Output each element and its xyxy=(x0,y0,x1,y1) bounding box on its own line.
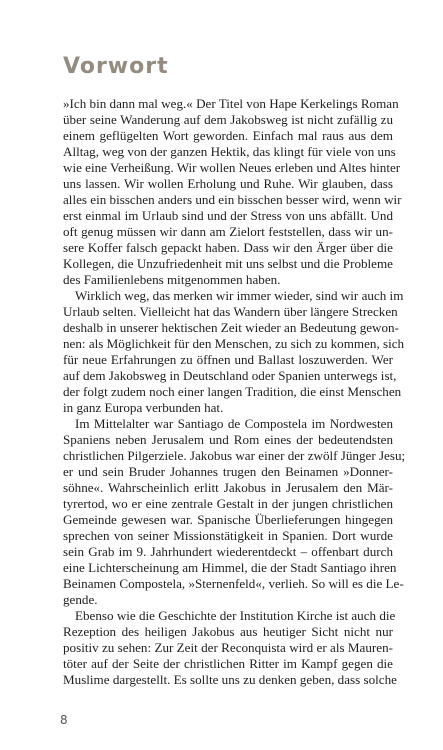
text-line: Spaniens neben Jerusalem und Rom eines der bedeutendsten xyxy=(63,432,393,447)
text-line: auf dem Jakobsweg in Deutschland oder Spanien unterwegs ist, xyxy=(63,368,397,383)
text-line: in ganz Europa verbunden hat. xyxy=(63,400,224,415)
text-line: deshalb in unserer hektischen Zeit wieder an Bedeutung gewon- xyxy=(63,320,399,335)
text-line: Wirklich weg, das merken wir immer wieder, sind wir auch im xyxy=(75,288,404,303)
text-line: Urlaub selten. Vielleicht hat das Wandern über längere Strecken xyxy=(63,304,398,319)
text-line: Gemeinde gewesen war. Spanische Überlieferungen hingegen xyxy=(63,512,393,527)
page-number: 8 xyxy=(60,713,68,727)
text-line: erst einmal im Urlaub sind und der Stress von uns abfällt. Und xyxy=(63,208,393,223)
text-line: eine Lichterscheinung am Himmel, die der Stadt Santiago ihren xyxy=(63,560,397,575)
text-line: alles ein bisschen anders und ein bisschen besser wird, wenn wir xyxy=(63,192,402,207)
text-line: Rezeption des heiligen Jakobus aus heutiger Sicht nicht nur xyxy=(63,624,393,639)
paragraph xyxy=(63,288,405,416)
text-line: des Familienlebens mitgenommen haben. xyxy=(63,272,281,287)
text-line: sein Grab im 9. Jahrhundert wiederentdeckt – offenbart durch xyxy=(63,544,393,559)
body-text xyxy=(63,96,406,688)
text-line: Beinamen Compostela, »Sternenfeld«, verlieh. So will es die Le- xyxy=(63,576,404,591)
text-line: töter auf der Seite der christlichen Ritter im Kampf gegen die xyxy=(63,656,393,671)
text-line: sprechen von seiner Missionstätigkeit in Spanien. Dort wurde xyxy=(63,528,393,543)
text-line: oft genug müssen wir dann am Zielort feststellen, dass wir un- xyxy=(63,224,393,239)
text-line: sere Koffer falsch gepackt haben. Dass wir den Ärger über die xyxy=(63,240,393,255)
text-line: uns lassen. Wir wollen Erholung und Ruhe. Wir glauben, dass xyxy=(63,176,393,191)
text-line: söhne«. Wahrscheinlich erlitt Jakobus in Jerusalem den Mär- xyxy=(63,480,393,495)
text-line: Im Mittelalter war Santiago de Compostela im Nordwesten xyxy=(75,416,393,431)
text-line: christlichen Pilgerziele. Jakobus war einer der zwölf Jünger Jesu; xyxy=(63,448,406,463)
paragraph xyxy=(63,96,402,288)
text-line: für neue Erfahrungen zu öffnen und Ballast loszuwerden. Wer xyxy=(63,352,393,367)
text-line: der folgt zudem noch einer langen Tradition, die einst Menschen xyxy=(63,384,402,399)
text-line: wie eine Verheißung. Wir wollen Neues erleben und Altes hinter xyxy=(63,160,401,175)
text-line: Muslime dargestellt. Es sollte uns zu denken geben, dass solche xyxy=(63,672,397,687)
text-line: einem geflügelten Wort geworden. Einfach mal raus aus dem xyxy=(63,128,393,143)
paragraph xyxy=(63,416,406,608)
text-line: nen: als Möglichkeit für den Menschen, zu sich zu kommen, sich xyxy=(63,336,405,351)
text-line: tyrertod, wo er eine zentrale Gestalt in der jungen christlichen xyxy=(63,496,393,511)
text-line: er und sein Bruder Johannes trugen den Beinamen »Donner- xyxy=(63,464,393,479)
text-line: gende. xyxy=(63,592,98,607)
paragraph xyxy=(63,608,397,688)
text-line: positiv zu sehen: Zur Zeit der Reconquista wird er als Mauren- xyxy=(63,640,393,655)
text-line: »Ich bin dann mal weg.« Der Titel von Hape Kerkelings Roman xyxy=(63,96,399,111)
text-line: Kollegen, die Unzufriedenheit mit uns selbst und die Probleme xyxy=(63,256,393,271)
text-line: Ebenso wie die Geschichte der Institution Kirche ist auch die xyxy=(75,608,396,623)
text-line: über seine Wanderung auf dem Jakobsweg ist nicht zufällig zu xyxy=(63,112,393,127)
chapter-heading: Vorwort xyxy=(63,54,169,79)
text-line: Alltag, weg von der ganzen Hektik, das klingt für viele von uns xyxy=(63,144,396,159)
